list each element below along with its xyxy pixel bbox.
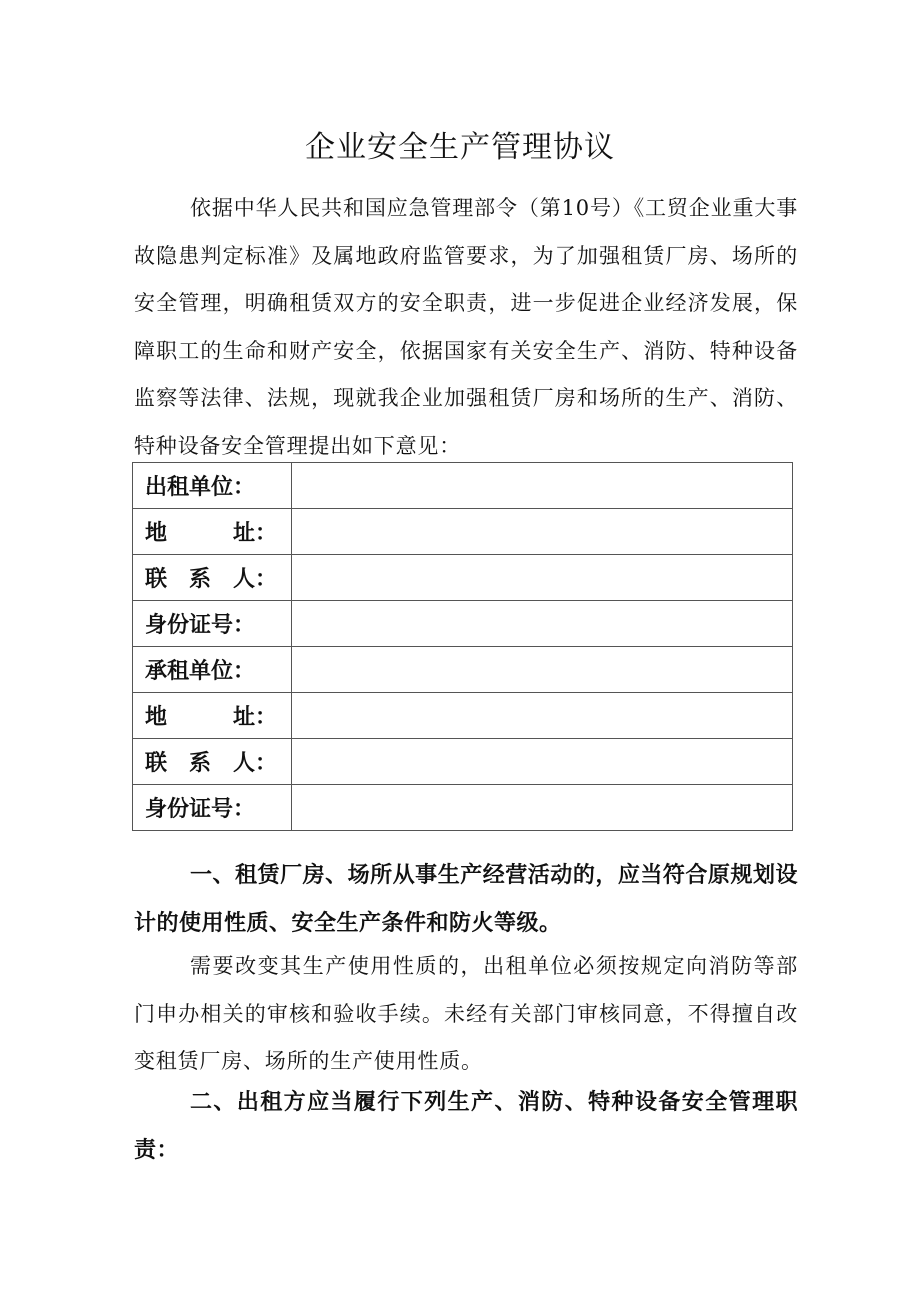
lessor-id-label: 身份证号： [133,601,292,647]
section-1-body: 需要改变其生产使用性质的，出租单位必须按规定向消防等部门申办相关的审核和验收手续。未经有关部门审核同意，不得擅自改变租赁厂房、场所的生产使用性质。 [134,954,798,1073]
lessee-contact-field[interactable] [292,739,793,785]
lessee-contact-label: 联系人： [133,739,292,785]
table-row [133,601,793,647]
lessor-address-field[interactable] [292,509,793,555]
lessor-address-label: 地 址： [133,509,292,555]
lessor-contact-field[interactable] [292,555,793,601]
table-row [133,463,793,509]
lessor-id-field[interactable] [292,601,793,647]
table-row [133,509,793,555]
document-title: 企业安全生产管理协议 [305,130,615,165]
lessor-contact-label: 联系人： [133,555,292,601]
lessor-name-label: 出租单位： [133,463,292,509]
section-1-heading: 一、租赁厂房、场所从事生产经营活动的，应当符合原规划设计的使用性质、安全生产条件和防火等级。 [134,863,798,936]
lessee-id-field[interactable] [292,785,793,831]
lessee-address-field[interactable] [292,693,793,739]
lessee-name-field[interactable] [292,647,793,693]
table-row [133,693,793,739]
intro-paragraph: 依据中华人民共和国应急管理部令（第10号）《工贸企业重大事故隐患判定标准》及属地政府监管要求，为了加强租赁厂房、场所的安全管理，明确租赁双方的安全职责，进一步促进企业经济发展，保障职工的生命和财产安全，依据国家有关安全生产、消防、特种设备监察等法律、法规，现就我企业加强租赁厂房和场所的生产、消防、特种设备安全管理提出如下意见： [134,196,798,458]
table-row [133,739,793,785]
table-row [133,785,793,831]
lessee-name-label: 承租单位： [133,647,292,693]
party-info-table [132,462,793,831]
lessee-id-label: 身份证号： [133,785,292,831]
table-row [133,555,793,601]
section-2-heading: 二、出租方应当履行下列生产、消防、特种设备安全管理职责： [134,1090,798,1163]
lessee-address-label: 地 址： [133,693,292,739]
lessor-name-field[interactable] [292,463,793,509]
table-row [133,647,793,693]
